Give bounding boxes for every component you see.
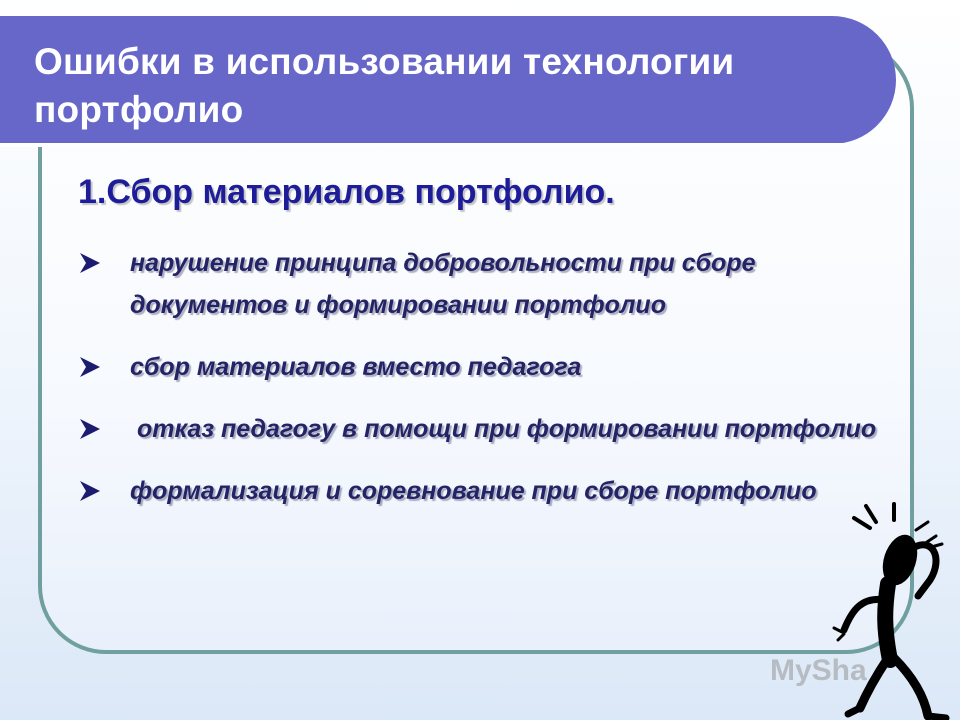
- arrowhead-icon: [78, 479, 102, 503]
- bullet-item: [78, 242, 878, 326]
- title-underline: [0, 143, 848, 147]
- bullet-text: нарушение принципа добровольности при сборе документов и формировании портфолио: [130, 249, 756, 319]
- bullet-item: [78, 346, 878, 388]
- arrowhead-icon: [78, 251, 102, 275]
- stick-figure-illustration: [832, 500, 960, 720]
- bullet-item: [78, 408, 878, 450]
- title-banner: [0, 16, 896, 144]
- bullet-item: [78, 470, 878, 512]
- bullet-text: формализация и соревнование при сборе портфолио: [130, 477, 817, 505]
- section-heading: 1.Сбор материалов портфолио.: [78, 173, 615, 211]
- bullet-text: отказ педагогу в помощи при формировании портфолио: [130, 415, 877, 443]
- watermark: MySha: [770, 654, 867, 687]
- bullet-text: сбор материалов вместо педагога: [130, 353, 582, 381]
- arrowhead-icon: [78, 417, 102, 441]
- arrowhead-icon: [78, 355, 102, 379]
- bullet-list: [78, 242, 878, 532]
- slide-title: Ошибки в использовании технологии портфолио: [34, 41, 735, 130]
